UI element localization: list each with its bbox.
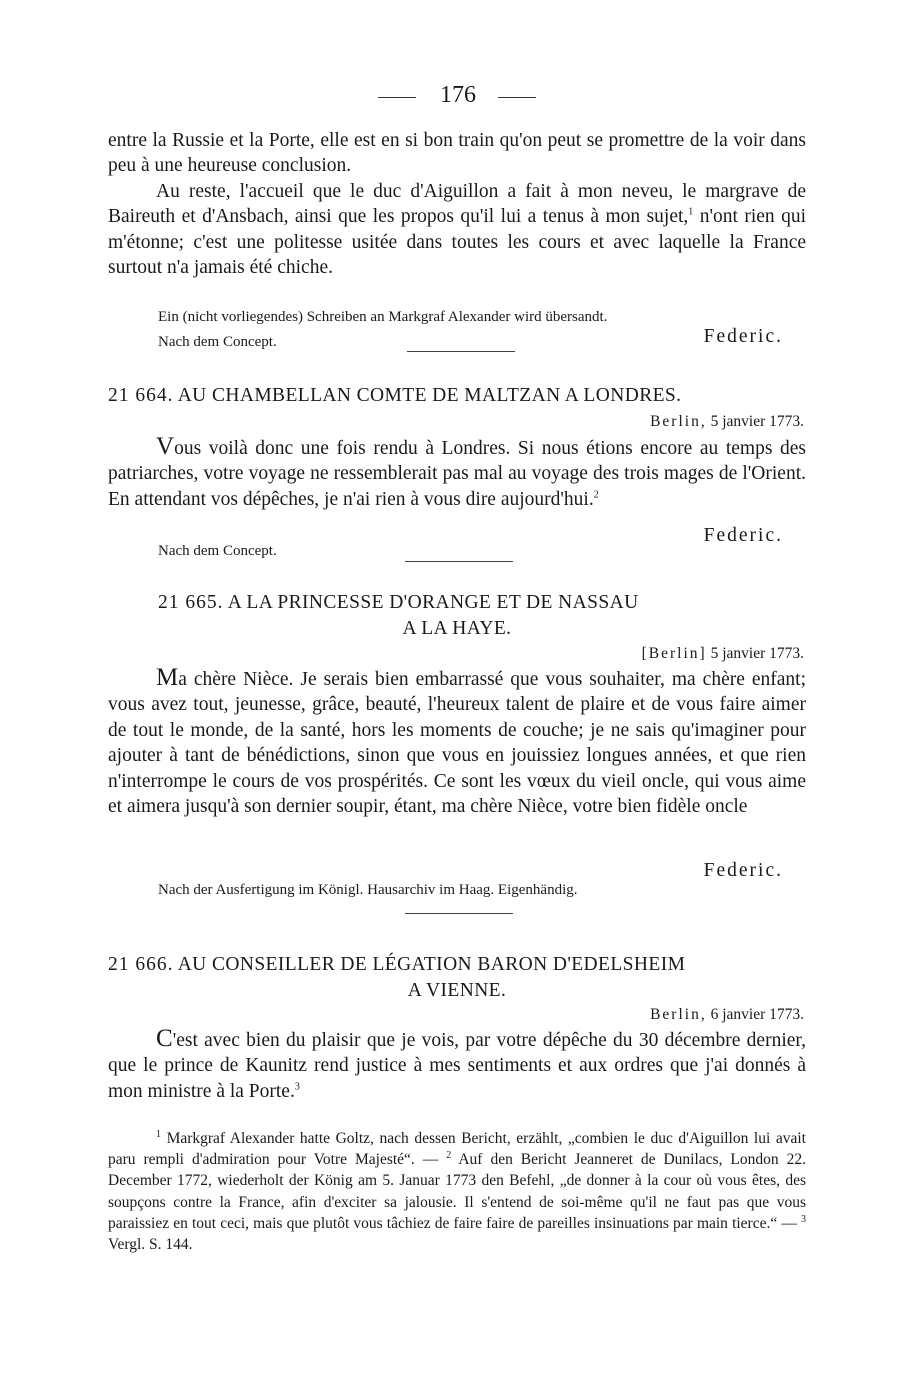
letter-21666-number: 21 666. (108, 954, 174, 975)
letter-21664-body (108, 434, 806, 512)
letter-21665-date: 5 janvier 1773. (710, 645, 804, 662)
letter-21664-place: Berlin, (650, 413, 707, 430)
intro-paragraph-text-b: n'ont rien qui m'étonne; c'est une politesse usitée dans toutes les cours et avec laquelle la France surtout n'a jamais été chiche. (108, 206, 807, 279)
letter-21664-number: 21 664. (108, 385, 174, 406)
letter-21665-dropcap: M (156, 664, 179, 691)
letter-21666-body (108, 1026, 806, 1104)
letter-21665-number: 21 665. (158, 592, 224, 613)
letter-21664-text: ous voilà donc une fois rendu à Londres. Si nous étions encore au temps des patriarches, votre voyage ne ressemblerait pas mal au voyage des trois mages de l'Orient. En attendant vos dépêches, je n'ai rien à vous dire aujourd'hui. (108, 438, 806, 510)
footnotes (108, 1128, 806, 1255)
letter-21666-title-line1: AU CONSEILLER DE LÉGATION BARON D'EDELSHEIM (177, 954, 686, 975)
letter-21664-title: AU CHAMBELLAN COMTE DE MALTZAN A LONDRES. (177, 385, 682, 406)
footnote-ref-1: 1 (688, 206, 694, 218)
footnote-1-text: Markgraf Alexander hatte Goltz, nach dessen Bericht, erzählt, „combien le duc d'Aiguillon lui avait paru rempli d'admiration pour Votre Majesté“. — (108, 1130, 806, 1169)
footnote-ref-3: 3 (294, 1081, 300, 1093)
footnote-2-text: Auf den Bericht Jeanneret de Dunilacs, London 22. December 1772, wiederholt der König am 5. Januar 1773 den Befehl, „de donner à la cour où vous êtes, des soupçons contre la France, afin d'exciter sa jalousie. Il s'entend de soi-même qu'il ne faut pas que vous paraissiez en tout ceci, mais que plutôt vous tâchiez de faire faire de pareilles insinuations par main tierce.“ — (108, 1151, 806, 1232)
letter-21665-dateline (642, 645, 804, 663)
page-number: 176 (440, 82, 476, 108)
letter-21665-title-line2: A LA HAYE. (402, 618, 512, 639)
footnote-3-text: Vergl. S. 144. (108, 1236, 193, 1254)
section-divider-2 (405, 561, 513, 562)
page-header (0, 80, 900, 110)
letter-21665-place: [Berlin] (641, 645, 707, 662)
letter-21666-dateline (650, 1006, 804, 1024)
letter-21665-heading (158, 590, 798, 616)
footnote-3-mark: 3 (801, 1213, 806, 1225)
letter-21665-text: a chère Nièce. Je serais bien embarrassé que vous souhaiter, ma chère enfant; vous avez tout, jeunesse, grâce, beauté, l'heureux talent de plaire et de vous faire aimer de tout le monde, de la santé, hors les moments de couche; je ne sais qu'imaginer pour ajouter à tant de bénédictions, sinon que vous en jouissiez longues années, et que rien n'interrompe le cours de vos prospérités. Ce sont les vœux du vieil oncle, qui vous aime et aimera jusqu'à son dernier soupir, étant, ma chère Nièce, votre bien fidèle oncle (108, 669, 806, 818)
source-note-1: Nach dem Concept. (158, 334, 277, 350)
intro-paragraph-continued: entre la Russie et la Porte, elle est en si bon train qu'on peut se promettre de la voir dans peu à une heureuse conclusion. (108, 130, 806, 177)
footnote-ref-2: 2 (593, 489, 599, 501)
signature-1: Federic. (703, 326, 783, 347)
letter-21664-dateline (650, 413, 804, 431)
header-rule-left (378, 97, 416, 98)
section-divider-1 (407, 351, 515, 352)
letter-21664-signature: Federic. (703, 525, 783, 546)
letter-21664-heading (108, 383, 808, 409)
header-rule-right (498, 97, 536, 98)
footnote-2-mark: 2 (446, 1150, 452, 1162)
letter-21664-date: 5 janvier 1773. (710, 413, 804, 430)
intro-paragraph-text-a: Au reste, l'accueil que le duc d'Aiguillon a fait à mon neveu, le margrave de Baireuth et d'Ansbach, ainsi que les propos qu'il lui a tenus à mon sujet, (108, 181, 806, 228)
letter-21666-heading (108, 952, 808, 978)
footnote-1-mark: 1 (156, 1128, 161, 1140)
letter-21666-date: 6 janvier 1773. (710, 1006, 804, 1023)
enclosure-note: Ein (nicht vorliegendes) Schreiben an Markgraf Alexander wird übersandt. (158, 309, 608, 325)
letter-21666-title-line2: A VIENNE. (407, 980, 507, 1001)
letter-21664-dropcap: V (156, 433, 175, 460)
letter-21665-signature: Federic. (703, 860, 783, 881)
intro-paragraph (108, 179, 806, 281)
letter-21666-place: Berlin, (650, 1006, 707, 1023)
letter-21666-text: 'est avec bien du plaisir que je vois, par votre dépêche du 30 décembre dernier, que le prince de Kaunitz rend justice à mes sentiments et aux ordres que j'ai donnés à mon ministre à la Porte. (108, 1030, 806, 1102)
letter-21665-title-line1: A LA PRINCESSE D'ORANGE ET DE NASSAU (227, 592, 639, 613)
letter-21665-source: Nach der Ausfertigung im Königl. Hausarchiv im Haag. Eigenhändig. (158, 882, 578, 898)
section-divider-3 (405, 913, 513, 914)
letter-21665-body (108, 665, 806, 819)
letter-21666-dropcap: C (156, 1025, 173, 1052)
letter-21664-source: Nach dem Concept. (158, 543, 277, 559)
